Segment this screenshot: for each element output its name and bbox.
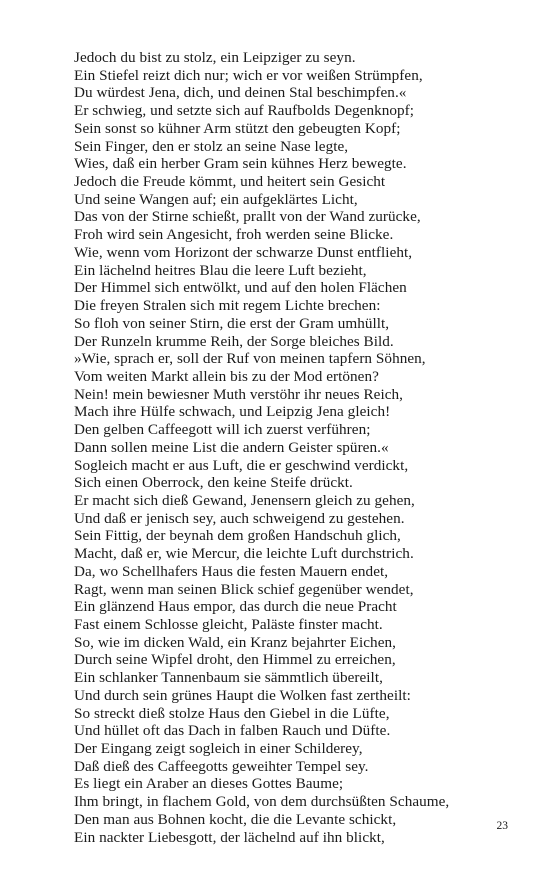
poem-line: Fast einem Schlosse gleicht, Paläste finster macht. xyxy=(74,616,383,633)
poem-line: So streckt dieß stolze Haus den Giebel in die Lüfte, xyxy=(74,704,390,722)
poem-line: Da, wo Schellhafers Haus die festen Mauern endet, xyxy=(74,562,389,580)
poem-line: Sich einen Oberrock, den keine Steife drückt. xyxy=(74,474,353,492)
poem-line: Jedoch du bist zu stolz, ein Leipziger zu seyn. xyxy=(74,49,356,66)
poem-text xyxy=(74,49,514,846)
poem-line: Er schwieg, und setzte sich auf Raufbolds Degenknopf; xyxy=(74,102,415,120)
poem-line: Dann sollen meine List die andern Geister spüren.« xyxy=(74,438,389,456)
poem-line: Ein glänzend Haus empor, das durch die neue Pracht xyxy=(74,598,397,616)
poem-line: Daß dieß des Caffeegotts geweihter Tempel sey. xyxy=(74,757,369,775)
poem-line: Du würdest Jena, dich, und deinen Stal beschimpfen.« xyxy=(74,84,407,102)
poem-line: Ragt, wenn man seinen Blick schief gegenüber wendet, xyxy=(74,580,414,598)
poem-line: So, wie im dicken Wald, ein Kranz bejahrter Eichen, xyxy=(74,633,396,651)
poem-line: Mach ihre Hülfe schwach, und Leipzig Jena gleich! xyxy=(74,403,391,421)
poem-line: Ihm bringt, in flachem Gold, von dem durchsüßten Schaume, xyxy=(74,793,450,811)
poem-line: Und hüllet oft das Dach in falben Rauch und Düfte. xyxy=(74,722,391,740)
poem-line: Die freyen Stralen sich mit regem Lichte brechen: xyxy=(74,297,381,315)
poem-line: Ein Stiefel reizt dich nur; wich er vor weißen Strümpfen, xyxy=(74,66,423,84)
poem-line: Er macht sich dieß Gewand, Jenensern gleich zu gehen, xyxy=(74,491,415,509)
poem-line: Und daß er jenisch sey, auch schweigend zu gestehen. xyxy=(74,509,405,527)
poem-line: Froh wird sein Angesicht, froh werden seine Blicke. xyxy=(74,226,394,244)
poem-line: Und seine Wangen auf; ein aufgeklärtes Licht, xyxy=(74,190,358,208)
poem-line: Sein Fittig, der beynah dem großen Handschuh glich, xyxy=(74,527,401,545)
poem-line: Der Himmel sich entwölkt, und auf den holen Flächen xyxy=(74,279,407,297)
poem-line: Jedoch die Freude kömmt, und heitert sein Gesicht xyxy=(74,173,386,191)
poem-line: Den gelben Caffeegott will ich zuerst verführen; xyxy=(74,421,371,439)
poem-line: Es liegt ein Araber an dieses Gottes Baume; xyxy=(74,775,344,793)
poem-line: Den man aus Bohnen kocht, die die Levante schickt, xyxy=(74,810,397,828)
poem-line: Wie, wenn vom Horizont der schwarze Dunst entflieht, xyxy=(74,243,413,261)
poem-line: Und durch sein grünes Haupt die Wolken fast zertheilt: xyxy=(74,686,411,704)
poem-line: Durch seine Wipfel droht, den Himmel zu erreichen, xyxy=(74,651,396,669)
poem-line: Ein nackter Liebesgott, der lächelnd auf ihn blickt, xyxy=(74,828,385,846)
poem-line: Nein! mein bewiesner Muth verstöhr ihr neues Reich, xyxy=(74,385,403,403)
poem-line: Sein Finger, den er stolz an seine Nase legte, xyxy=(74,137,349,155)
poem-line: Der Eingang zeigt sogleich in einer Schilderey, xyxy=(74,740,363,758)
poem-line: Der Runzeln krumme Reih, der Sorge bleiches Bild. xyxy=(74,332,394,350)
poem-line: Sein sonst so kühner Arm stützt den gebeugten Kopf; xyxy=(74,119,401,137)
poem-line: Wies, daß ein herber Gram sein kühnes Herz bewegte. xyxy=(74,155,407,173)
poem-line: So floh von seiner Stirn, die erst der Gram umhüllt, xyxy=(74,314,390,332)
poem-line: »Wie, sprach er, soll der Ruf von meinen tapfern Söhnen, xyxy=(74,350,426,368)
poem-line: Ein lächelnd heitres Blau die leere Luft bezieht, xyxy=(74,261,367,279)
poem-line: Macht, daß er, wie Mercur, die leichte Luft durchstrich. xyxy=(74,545,414,563)
poem-line: Das von der Stirne schießt, prallt von der Wand zurücke, xyxy=(74,208,421,226)
poem-line: Sogleich macht er aus Luft, die er geschwind verdickt, xyxy=(74,456,409,474)
poem-line: Vom weiten Markt allein bis zu der Mod ertönen? xyxy=(74,367,379,385)
poem-line: Ein schlanker Tannenbaum sie sämmtlich übereilt, xyxy=(74,669,383,687)
page-number: 23 xyxy=(496,820,508,832)
